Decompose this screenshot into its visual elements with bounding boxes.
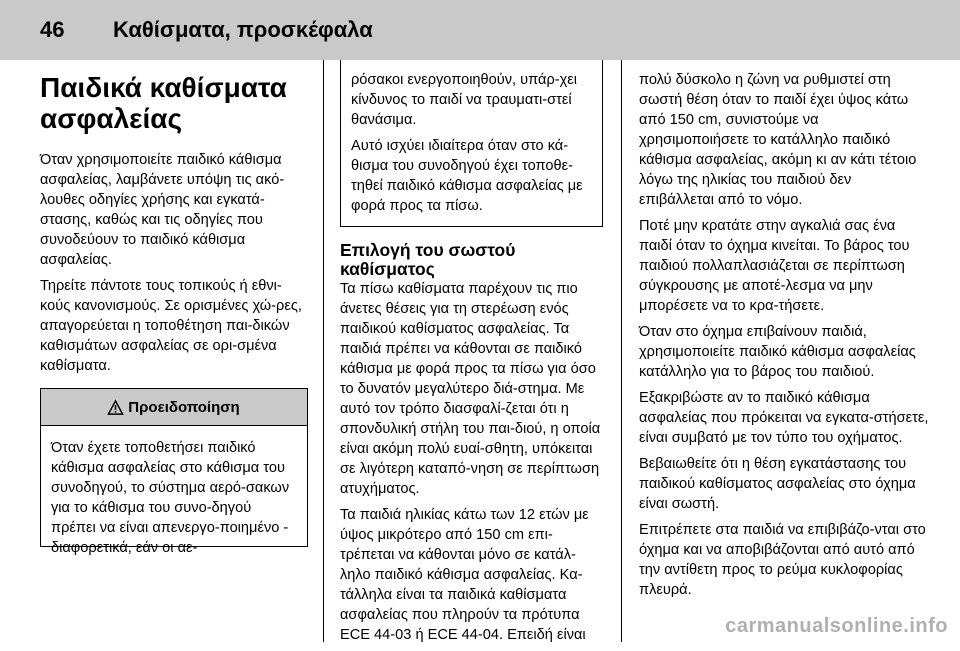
paragraph: πολύ δύσκολο η ζώνη να ρυθμιστεί στη σωστή θέση όταν το παιδί έχει ύψος κάτω από 150 cm, συνιστούμε να χρησιμοποιήσετε το κατάλληλο παιδικό κάθισμα ασφαλείας, ακόμη κι αν κάτι τέτοιο λόγω της ηλικίας του παιδιού δεν επιβάλλεται από το νόμο.	[639, 72, 917, 208]
child-seats-heading: Παιδικά καθίσματα ασφαλείας	[40, 72, 287, 134]
paragraph: Βεβαιωθείτε ότι η θέση εγκατάστασης του παιδικού καθίσματος ασφαλείας στο όχημα είναι σωστή.	[639, 456, 916, 512]
paragraph: Τα πίσω καθίσματα παρέχουν τις πιο άνετες θέσεις για τη στερέωση ενός παιδικού καθίσματος ασφαλείας. Τα παιδιά πρέπει να κάθονται σε παιδικό κάθισμα με φορά προς τα πίσω για όσο το δυνατόν μεγαλύτερο διά-στημα. Με αυτό τον τρόπο διασφαλί-ζεται ότι η σπονδυλική στήλη του παι-διού, η οποία είναι ακόμη πολύ ευαί-σθητη, υπόκειται σε λιγότερη καταπό-νηση σε περίπτωση ατυχήματος.	[340, 281, 601, 497]
page-number: 46	[40, 17, 65, 42]
section-title: Καθίσματα, προσκέφαλα	[113, 17, 373, 42]
paragraph: Εξακριβώστε αν το παιδικό κάθισμα ασφαλείας που πρόκειται να εγκατα-στήσετε, είναι συμβατό με τον τύπο του οχήματος.	[639, 390, 929, 446]
watermark: carmanualsonline.info	[725, 615, 948, 637]
warning-header	[41, 389, 307, 426]
paragraph: Τα παιδιά ηλικίας κάτω των 12 ετών με ύψος μικρότερο από 150 cm επι-τρέπεται να κάθονται μόνο σε κατάλ-ληλο παιδικό κάθισμα ασφαλείας. Κα-τάλληλα είναι τα παιδικά καθίσματα ασφαλείας που πληρούν τα πρότυπα ECE 44-03 ή ECE 44-04. Επειδή είναι	[340, 507, 589, 643]
warning-text: ρόσακοι ενεργοποιηθούν, υπάρ-χει κίνδυνος το παιδί να τραυματι-στεί θανάσιμα.	[351, 72, 578, 128]
warning-text: Αυτό ισχύει ιδιαίτερα όταν στο κά-θισμα του συνοδηγού έχει τοποθε-τηθεί παιδικό κάθισμα ασφαλείας με φορά προς τα πίσω.	[351, 138, 583, 214]
choosing-seat-heading: Επιλογή του σωστού καθίσματος	[340, 240, 516, 279]
page-header	[0, 0, 960, 60]
warning-box-continued	[340, 60, 603, 227]
paragraph: Τηρείτε πάντοτε τους τοπικούς ή εθνι-κούς κανονισμούς. Σε ορισμένες χώ-ρες, απαγορεύεται η τοποθέτηση παι-δικών καθισμάτων ασφαλείας σε ορι-σμένα καθίσματα.	[40, 278, 302, 374]
column-divider-1	[323, 60, 324, 642]
warning-title: Προειδοποίηση	[128, 398, 240, 416]
paragraph: Επιτρέπετε στα παιδιά να επιβιβάζο-νται στο όχημα και να αποβιβάζονται από αυτό από την αντίθετη προς το ρεύμα κυκλοφορίας πλευρά.	[639, 522, 926, 598]
paragraph: Όταν χρησιμοποιείτε παιδικό κάθισμα ασφαλείας, λαμβάνετε υπόψη τις ακό-λουθες οδηγίες χρήσης και εγκατά-στασης, καθώς και τις οδηγίες που συνοδεύουν το παιδικό κάθισμα ασφαλείας.	[40, 152, 285, 268]
warning-box	[40, 388, 308, 556]
column-2	[340, 60, 603, 651]
warning-triangle-icon	[108, 400, 123, 415]
column-divider-2	[621, 60, 622, 642]
column-1	[40, 60, 308, 556]
warning-text: Όταν έχετε τοποθετήσει παιδικό κάθισμα ασφαλείας στο κάθισμα του συνοδηγού, το σύστημα αερό-σακων για το κάθισμα του συνο-δηγού πρέπει να είναι απενεργο-ποιημένο - διαφορετικά, εάν οι αε-	[51, 440, 290, 556]
paragraph: Ποτέ μην κρατάτε στην αγκαλιά σας ένα παιδί όταν το όχημα κινείται. Το βάρος του παιδιού πολλαπλασιάζεται σε περίπτωση σύγκρουσης με αποτέ-λεσμα να μην μπορέσετε να το κρα-τήσετε.	[639, 218, 910, 314]
warning-body	[41, 426, 307, 558]
paragraph: Όταν στο όχημα επιβαίνουν παιδιά, χρησιμοποιείτε παιδικό κάθισμα ασφαλείας κατάλληλο για το βάρος του παιδιού.	[639, 324, 916, 380]
column-3	[639, 70, 929, 606]
